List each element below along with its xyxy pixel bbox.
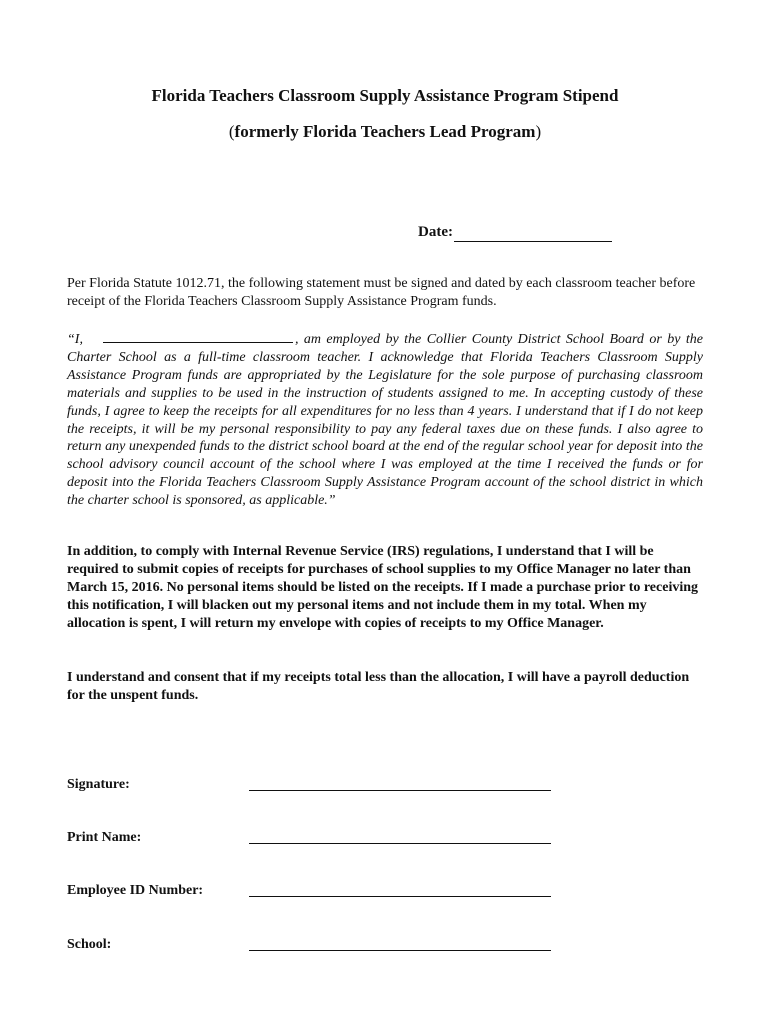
document-subtitle — [0, 121, 770, 143]
date-label: Date: — [418, 224, 453, 240]
subtitle-close-paren: ) — [535, 122, 542, 141]
declaration-paragraph — [67, 330, 703, 510]
subtitle-open-paren: ( — [228, 122, 235, 141]
school-label: School: — [67, 937, 112, 952]
consent-paragraph: I understand and consent that if my receipts total less than the allocation, I will have a payroll deduction for the unspent funds. — [67, 670, 690, 703]
declaration-start: “I, — [67, 332, 83, 347]
signature-line[interactable] — [249, 790, 551, 791]
signature-label: Signature: — [67, 777, 130, 792]
employee-id-label: Employee ID Number: — [67, 883, 204, 898]
date-input-line[interactable] — [454, 227, 612, 242]
school-line[interactable] — [249, 950, 551, 951]
employee-id-line[interactable] — [249, 896, 551, 897]
employee-id-row — [67, 882, 557, 902]
declaration-body: , am employed by the Collier County District School Board or by the Charter School as a full-time classroom teacher. I acknowledge that Florida Teachers Classroom Supply Assistance Program funds are appropriated by the Legislature for the sole purpose of purchasing classroom materials and supplies to be used in the instruction of students assigned to me. In accepting custody of these funds, I agree to keep the receipts for all expenditures for no less than 4 years. I understand that if I do not keep the receipts, it will be my personal responsibility to pay any federal taxes due on these funds. I also agree to return any unexpended funds to the district school board at the end of the regular school year for deposit into the school advisory council account of the school where I was employed at the time I received the funds or for deposit into the Florida Teachers Classroom Supply Assistance Program account of the school district in which the charter school is sponsored, as applicable.” — [67, 332, 703, 509]
school-row — [67, 936, 557, 956]
subtitle-text: formerly Florida Teachers Lead Program — [234, 122, 536, 141]
statute-paragraph: Per Florida Statute 1012.71, the following statement must be signed and dated by each classroom teacher before receipt of the Florida Teachers Classroom Supply Assistance Program funds. — [67, 276, 696, 309]
print-name-line[interactable] — [249, 843, 551, 844]
print-name-label: Print Name: — [67, 830, 142, 845]
document-title: Florida Teachers Classroom Supply Assistance Program Stipend — [151, 86, 619, 105]
date-field — [418, 222, 612, 242]
signature-row — [67, 776, 557, 796]
teacher-name-blank[interactable] — [103, 330, 293, 343]
print-name-row — [67, 829, 557, 849]
irs-paragraph: In addition, to comply with Internal Revenue Service (IRS) regulations, I understand that I will be required to submit copies of receipts for purchases of school supplies to my Office Manager no later than March 15, 2016. No personal items should be listed on the receipts. If I made a purchase prior to receiving this notification, I will blacken out my personal items and not include them in my total. When my allocation is spent, I will return my envelope with copies of receipts to my Office Manager. — [67, 544, 699, 631]
